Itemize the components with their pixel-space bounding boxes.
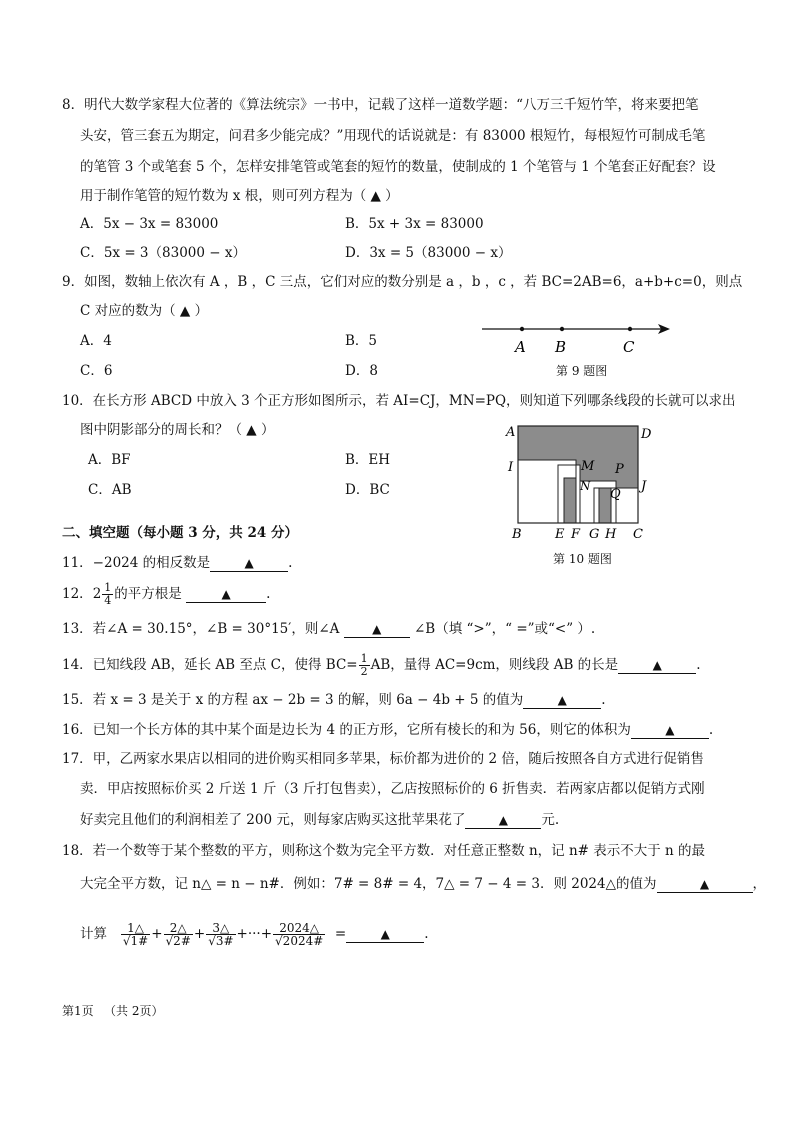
q9-option-b: B．5 <box>345 333 378 349</box>
q18-line1: 18．若一个数等于某个整数的平方，则称这个数为完全平方数．对任意正整数 n，记 n# 表示不大于 n 的最 <box>62 843 706 859</box>
label-c: C <box>623 338 635 356</box>
label-e: E <box>555 527 565 542</box>
label-q: Q <box>610 487 621 502</box>
q9-option-d: D．8 <box>345 363 378 379</box>
q15-answer-blank[interactable]: ▲ <box>523 692 601 709</box>
q10-line2: 图中阴影部分的周长和？（ ▲ ） <box>80 422 275 438</box>
q10-rectangle-figure <box>500 418 660 546</box>
q18-calc: 计算 $\frac{1\triangle}{√1\#}$ + $\frac{2\triangle}{√2\#}$ + $\frac{3\triangle}{√3\#}$ +···+ $\frac{2024\triangle}{√2024\#}$ = ▲ . <box>80 921 429 948</box>
q10-option-d: D．BC <box>345 482 390 498</box>
point-b <box>560 327 564 331</box>
q10-option-b: B．EH <box>345 452 391 468</box>
q8-option-b: B．5x + 3x = 83000 <box>345 216 484 232</box>
q9-line2: C 对应的数为（ ▲ ） <box>80 303 209 319</box>
q9-option-c: C．6 <box>80 363 113 379</box>
q10-caption: 第 10 题图 <box>553 552 612 566</box>
page-total: （共 2页） <box>104 1004 164 1018</box>
label-b: B <box>512 527 522 542</box>
q11-text: 11．−2024 的相反数是 <box>62 555 211 571</box>
q10-line1: 10．在长方形 ABCD 中放入 3 个正方形如图所示，若 AI=CJ，MN=PQ，则知道下列哪条线段的长就可以求出 <box>62 393 736 409</box>
q9-caption: 第 9 题图 <box>556 364 608 378</box>
q16-answer-blank[interactable]: ▲ <box>631 722 709 739</box>
q8-option-c: C．5x = 3（83000 − x） <box>80 245 246 261</box>
shaded-region <box>518 426 638 488</box>
q18-line2: 大完全平方数，记 n△ = n − n#．例如：7# = 8# = 4，7△ = 7 − 4 = 3．则 2024△的值为 ▲ ， <box>80 876 766 892</box>
q14: 14．已知线段 AB，延长 AB 至点 C，使得 BC= $\frac{1}{2}$ AB，量得 AC=9cm，则线段 AB 的长是 ▲ . <box>62 652 701 678</box>
label-p: P <box>615 462 624 477</box>
q8-option-d: D．3x = 5（83000 − x） <box>345 245 512 261</box>
label-c: C <box>633 527 643 542</box>
q10-option-c: C．AB <box>88 482 132 498</box>
q18-answer-blank-2[interactable]: ▲ <box>346 926 424 943</box>
q12: 12．2 $\frac{1}{4}$ 的平方根是 ▲ . <box>62 581 271 607</box>
point-a <box>520 327 524 331</box>
shaded-bar-left <box>564 478 576 523</box>
q11: 11．−2024 的相反数是 ▲ . <box>62 555 293 571</box>
q17-line3: 好卖完且他们的利润相差了 200 元，则每家店购买这批苹果花了 ▲ 元. <box>80 812 560 828</box>
q11-answer-blank[interactable]: ▲ <box>210 555 288 572</box>
label-f: F <box>571 527 581 542</box>
q18-answer-blank-1[interactable]: ▲ <box>657 876 753 893</box>
label-i: I <box>508 460 514 475</box>
q16: 16．已知一个长方体的其中某个面是边长为 4 的正方形，它所有棱长的和为 56，则它的体积为 ▲ . <box>62 722 714 738</box>
q10-option-a: A．BF <box>88 452 131 468</box>
label-j: J <box>641 479 647 494</box>
q8-line4: 用于制作笔管的短竹数为 x 根，则可列方程为（ ▲ ） <box>80 188 399 204</box>
label-g: G <box>589 527 600 542</box>
section-fill-blank-heading: 二、填空题（每小题 3 分，共 24 分） <box>62 525 298 541</box>
label-a: A <box>515 338 526 356</box>
q9-option-a: A．4 <box>80 333 112 349</box>
q17-line1: 17．甲，乙两家水果店以相同的进价购买相同多苹果，标价都为进价的 2 倍，随后按照各自方式进行促销售 <box>62 751 704 767</box>
q8-option-a: A．5x − 3x = 83000 <box>80 216 219 232</box>
label-b: B <box>555 338 567 356</box>
label-h: H <box>605 527 617 542</box>
q17-line2: 卖．甲店按照标价买 2 斤送 1 斤（3 斤打包售卖），乙店按照标价的 6 折售卖．若两家店都以促销方式刚 <box>80 781 705 797</box>
label-n: N <box>580 479 591 493</box>
q12-answer-blank[interactable]: ▲ <box>186 586 266 603</box>
q13-answer-blank[interactable]: ▲ <box>344 621 410 638</box>
point-c <box>628 327 632 331</box>
q9-number-line-figure <box>478 318 678 358</box>
q8-line3: 的笔管 3 个或笔套 5 个，怎样安排笔管或笔套的短竹的数量，使制成的 1 个笔管与 1 个笔套正好配套？设 <box>80 159 716 175</box>
q12-mixed-number: 2 $\frac{1}{4}$ <box>92 581 112 607</box>
q9-line1: 9．如图，数轴上依次有 A ，B ，C 三点，它们对应的数分别是 a ，b ，c ，若 BC=2AB=6，a+b+c=0，则点 <box>62 274 743 290</box>
label-d: D <box>641 427 652 442</box>
page-number: 第1页 <box>62 1004 94 1018</box>
q13: 13．若∠A = 30.15°，∠B = 30°15′，则∠A ▲ ∠B（填 “>”，“ =”或“<” ）. <box>62 621 596 637</box>
q14-answer-blank[interactable]: ▲ <box>618 657 696 674</box>
label-m: M <box>581 459 595 474</box>
q15: 15．若 x = 3 是关于 x 的方程 ax − 2b = 3 的解，则 6a − 4b + 5 的值为 ▲ . <box>62 692 606 708</box>
q8-line2: 头安，管三套五为期定，问君多少能完成？”用现代的话说就是：有 83000 根短竹，每根短竹可制成毛笔 <box>80 128 706 144</box>
label-a: A <box>506 425 516 440</box>
q17-answer-blank[interactable]: ▲ <box>465 812 541 829</box>
q8-line1: 8．明代大数学家程大位著的《算法统宗》一书中，记载了这样一道数学题：“八万三千短竹竿，将来要把笔 <box>62 97 699 113</box>
